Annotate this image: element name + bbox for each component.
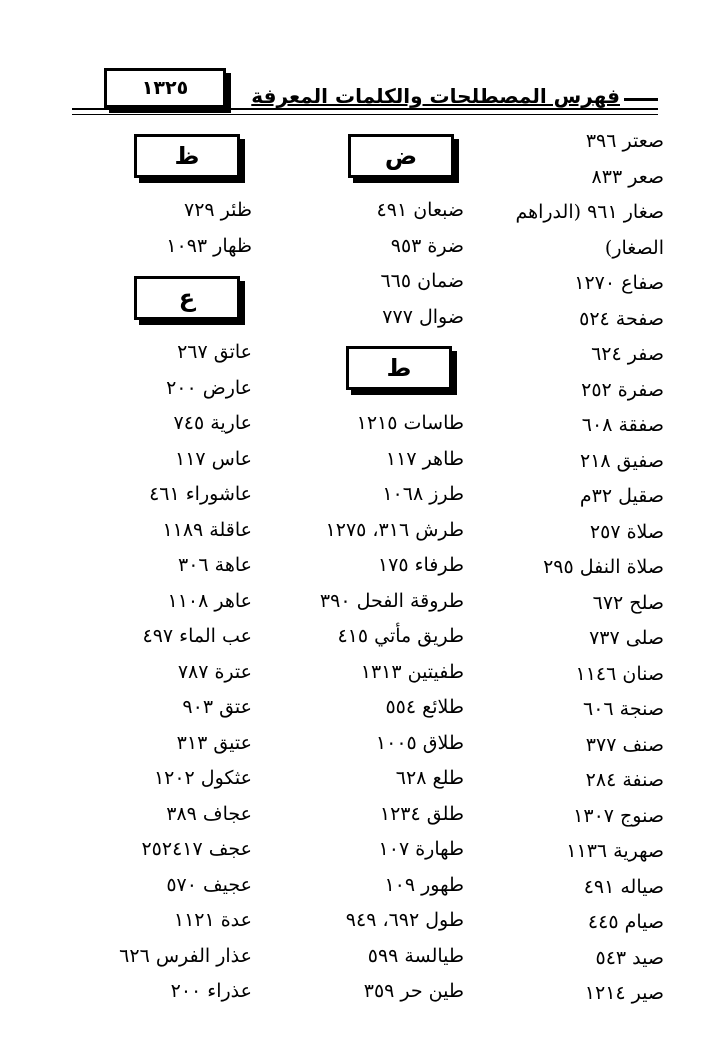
index-column-dad	[264, 193, 464, 335]
index-title: فهرس المصطلحات والكلمات المعرفة	[251, 84, 620, 108]
index-entry: صيد ٥٤٣	[595, 946, 664, 969]
index-entry: ضوال ٧٧٧	[382, 305, 464, 328]
index-entry: صلاة ٢٥٧	[589, 520, 664, 543]
title-dash	[624, 98, 658, 101]
index-entry: صعتر ٣٩٦	[585, 130, 664, 152]
index-entry: عاهر ١١٠٨	[167, 589, 252, 612]
index-entry: صنفة ٢٨٤	[585, 769, 664, 791]
index-entry: صيام ٤٤٥	[587, 911, 664, 933]
index-entry: طهارة ١٠٧	[378, 838, 464, 860]
header-rule	[72, 108, 658, 110]
index-entry: صهرية ١١٣٦	[566, 840, 664, 862]
index-entry: صقيل ٣٢م	[579, 485, 664, 507]
page-header	[72, 68, 658, 118]
index-entry: عاس ١١٧	[175, 447, 252, 470]
index-entry: طريق مأتي ٤١٥	[337, 625, 464, 647]
index-entry: عجاف ٣٨٩	[166, 802, 252, 825]
index-column-zah	[82, 193, 252, 264]
index-entry: طروقة الفحل ٣٩٠	[319, 589, 464, 612]
index-entry: عترة ٧٨٧	[177, 660, 252, 683]
index-entry: صنوج ١٣٠٧	[573, 804, 664, 827]
page-number: ١٣٢٥	[104, 68, 226, 108]
letter-heading-dad: ض	[348, 134, 454, 178]
index-entry: الصغار)	[604, 236, 664, 259]
index-entry: صلح ٦٧٢	[592, 591, 664, 614]
index-entry: صياله ٤٩١	[583, 875, 664, 898]
index-column-ain	[82, 335, 252, 1010]
index-column-sad	[434, 124, 664, 1012]
index-entry: عجيف ٥٧٠	[166, 873, 252, 896]
index-entry: ضبعان ٤٩١	[376, 199, 464, 221]
index-entry: عاتق ٢٦٧	[177, 341, 252, 363]
index-entry: ظهار ١٠٩٣	[166, 234, 252, 257]
index-entry: صنان ١١٤٦	[575, 662, 664, 685]
index-entry: عارية ٧٤٥	[173, 412, 252, 434]
index-entry: عذراء ٢٠٠	[170, 980, 252, 1002]
index-entry: صفيق ٢١٨	[580, 449, 664, 472]
header-rule-thin	[72, 114, 658, 115]
letter-heading-ain: ع	[134, 276, 240, 320]
index-entry: عثكول ١٢٠٢	[153, 767, 252, 789]
letter-heading-zah: ظ	[134, 134, 240, 178]
letter-heading-ta: ط	[346, 346, 452, 390]
index-entry: ضرة ٩٥٣	[390, 234, 464, 257]
index-entry: طيالسة ٥٩٩	[367, 944, 464, 967]
index-entry: ظئر ٧٢٩	[183, 199, 252, 221]
index-entry: طلائع ٥٥٤	[385, 696, 464, 718]
index-entry: عتق ٩٠٣	[182, 696, 252, 718]
index-entry: صنف ٣٧٧	[585, 733, 664, 756]
index-entry: طاسات ١٢١٥	[356, 412, 464, 434]
index-entry: ضمان ٦٦٥	[380, 270, 464, 292]
index-entry: صفحة ٥٢٤	[579, 307, 664, 330]
index-entry: عجف ٢٥٢٤١٧	[141, 838, 252, 860]
index-entry: عاشوراء ٤٦١	[149, 483, 252, 505]
index-entry: صفرة ٢٥٢	[581, 378, 664, 401]
index-column-ta	[264, 406, 464, 1010]
index-entry: طرفاء ١٧٥	[377, 554, 464, 576]
index-entry: صغار ٩٦١ (الدراهم	[515, 201, 664, 223]
index-entry: طول ٦٩٢، ٩٤٩	[345, 909, 464, 931]
index-entry: صلاة النفل ٢٩٥	[543, 556, 664, 578]
index-entry: عاقلة ١١٨٩	[162, 518, 252, 541]
index-entry: صنجة ٦٠٦	[583, 698, 664, 720]
index-entry: طين حر ٣٥٩	[363, 980, 464, 1002]
index-entry: طاهر ١١٧	[385, 447, 464, 470]
index-entry: طلاق ١٠٠٥	[375, 731, 464, 754]
index-entry: طلق ١٢٣٤	[379, 802, 464, 825]
index-entry: عاهة ٣٠٦	[178, 554, 252, 576]
index-entry: طلع ٦٢٨	[395, 767, 464, 789]
index-entry: عتيق ٣١٣	[176, 731, 252, 754]
index-entry: صلى ٧٣٧	[589, 627, 664, 649]
index-entry: عدة ١١٢١	[173, 909, 252, 931]
index-entry: عذار الفرس ٦٢٦	[119, 944, 252, 967]
index-entry: صفاع ١٢٧٠	[574, 272, 664, 294]
index-entry: صير ١٢١٤	[584, 982, 664, 1004]
index-entry: صفقة ٦٠٨	[581, 414, 664, 436]
index-entry: عارض ٢٠٠	[166, 376, 252, 399]
index-entry: عب الماء ٤٩٧	[142, 625, 252, 647]
index-entry: صعر ٨٣٣	[591, 165, 664, 188]
index-entry: طهور ١٠٩	[384, 873, 464, 896]
index-entry: طرز ١٠٦٨	[382, 483, 464, 505]
index-entry: طرش ٣١٦، ١٢٧٥	[325, 518, 464, 541]
index-entry: طفيتين ١٣١٣	[360, 660, 464, 683]
index-entry: صفر ٦٢٤	[591, 343, 664, 365]
